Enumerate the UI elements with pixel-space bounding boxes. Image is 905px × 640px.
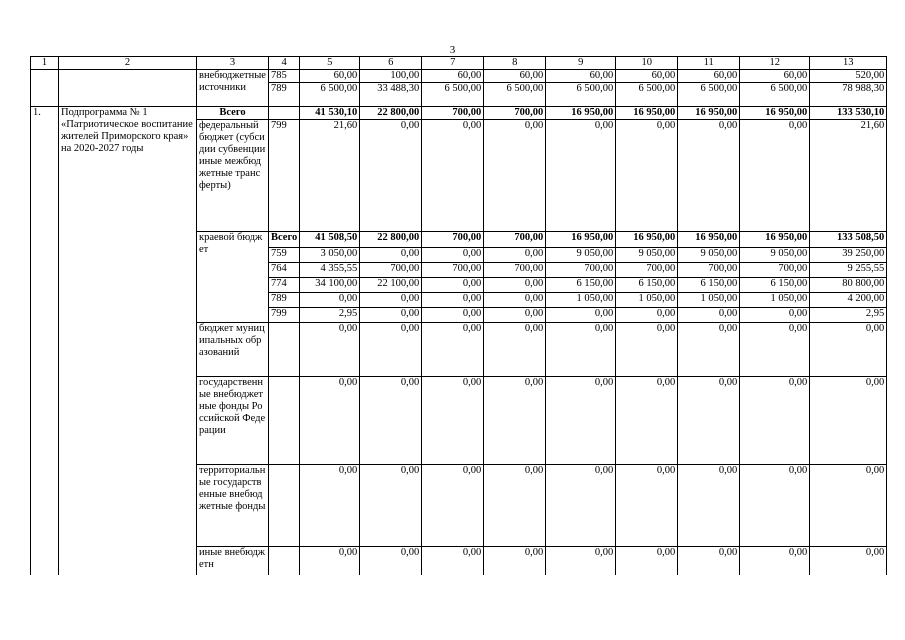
value-cell: 2,95 (300, 308, 360, 323)
value-cell: 0,00 (360, 293, 422, 308)
value-cell: 1 050,00 (616, 293, 678, 308)
value-cell: 0,00 (422, 323, 484, 377)
code-cell: 799 (269, 308, 300, 323)
value-cell: 60,00 (484, 70, 546, 83)
header-cell: 3 (197, 57, 269, 70)
value-cell: 34 100,00 (300, 278, 360, 293)
value-cell: 0,00 (678, 308, 740, 323)
value-cell: 60,00 (740, 70, 810, 83)
value-cell: 0,00 (360, 248, 422, 263)
value-cell: 0,00 (810, 547, 887, 575)
value-cell: 60,00 (616, 70, 678, 83)
value-cell: 0,00 (360, 547, 422, 575)
program-number: 1. (31, 107, 59, 575)
value-cell: 0,00 (546, 465, 616, 547)
value-cell: 133 530,10 (810, 107, 887, 120)
value-cell: 0,00 (360, 120, 422, 232)
value-cell: 0,00 (740, 308, 810, 323)
source-label: федеральный бюджет (субсидии субвенции иные межбюджетные трансферты) (197, 120, 269, 232)
value-cell: 9 050,00 (546, 248, 616, 263)
value-cell: 700,00 (360, 263, 422, 278)
value-cell: 0,00 (422, 120, 484, 232)
source-label: иные внебюджетн (197, 547, 269, 575)
value-cell: 4 200,00 (810, 293, 887, 308)
total-label: Всего (197, 107, 269, 120)
value-cell: 16 950,00 (616, 107, 678, 120)
value-cell: 0,00 (616, 465, 678, 547)
value-cell: 0,00 (484, 293, 546, 308)
value-cell: 700,00 (422, 263, 484, 278)
value-cell: 16 950,00 (546, 232, 616, 248)
value-cell: 0,00 (422, 278, 484, 293)
value-cell: 700,00 (740, 263, 810, 278)
value-cell: 21,60 (300, 120, 360, 232)
empty-cell (269, 323, 300, 377)
code-cell: 789 (269, 83, 300, 107)
value-cell: 80 800,00 (810, 278, 887, 293)
value-cell: 0,00 (300, 465, 360, 547)
source-label: территориальные государственные внебюджетные фонды (197, 465, 269, 547)
program-title: Подпрограмма № 1 «Патриотическое воспитание жителей Приморского края» на 2020-2027 годы (59, 107, 197, 575)
value-cell: 6 500,00 (740, 83, 810, 107)
code-cell: 785 (269, 70, 300, 83)
code-cell: 764 (269, 263, 300, 278)
value-cell: 22 100,00 (360, 278, 422, 293)
program-total-row (31, 107, 887, 120)
value-cell: 0,00 (360, 323, 422, 377)
empty-cell (59, 70, 197, 107)
header-cell: 5 (300, 57, 360, 70)
value-cell: 0,00 (678, 547, 740, 575)
value-cell: 0,00 (546, 120, 616, 232)
header-cell: 9 (546, 57, 616, 70)
value-cell: 21,60 (810, 120, 887, 232)
value-cell: 0,00 (422, 547, 484, 575)
header-cell: 12 (740, 57, 810, 70)
value-cell: 0,00 (616, 308, 678, 323)
header-cell: 4 (269, 57, 300, 70)
value-cell: 0,00 (422, 308, 484, 323)
value-cell: 0,00 (484, 323, 546, 377)
header-cell: 2 (59, 57, 197, 70)
value-cell: 0,00 (300, 547, 360, 575)
value-cell: 0,00 (360, 377, 422, 465)
header-cell: 8 (484, 57, 546, 70)
source-label: краевой бюджет (197, 232, 269, 323)
empty-cell (31, 70, 59, 107)
value-cell: 3 050,00 (300, 248, 360, 263)
value-cell: 6 150,00 (678, 278, 740, 293)
value-cell: 6 500,00 (678, 83, 740, 107)
value-cell: 0,00 (740, 377, 810, 465)
value-cell: 0,00 (546, 308, 616, 323)
value-cell: 41 530,10 (300, 107, 360, 120)
value-cell: 700,00 (422, 232, 484, 248)
value-cell: 60,00 (546, 70, 616, 83)
header-cell: 7 (422, 57, 484, 70)
value-cell: 0,00 (484, 377, 546, 465)
header-cell: 6 (360, 57, 422, 70)
value-cell: 60,00 (300, 70, 360, 83)
source-label: государственные внебюджетные фонды Российской Федерации (197, 377, 269, 465)
page-number: 3 (449, 44, 456, 56)
source-label: внебюджетные источники (197, 70, 269, 107)
value-cell: 0,00 (422, 248, 484, 263)
value-cell: 0,00 (810, 465, 887, 547)
value-cell: 6 500,00 (300, 83, 360, 107)
value-cell: 0,00 (546, 323, 616, 377)
value-cell: 0,00 (740, 120, 810, 232)
header-cell: 1 (31, 57, 59, 70)
value-cell: 41 508,50 (300, 232, 360, 248)
value-cell: 700,00 (422, 107, 484, 120)
value-cell: 700,00 (484, 232, 546, 248)
value-cell: 6 500,00 (546, 83, 616, 107)
value-cell: 700,00 (678, 263, 740, 278)
value-cell: 16 950,00 (616, 232, 678, 248)
value-cell: 0,00 (740, 465, 810, 547)
value-cell: 22 800,00 (360, 232, 422, 248)
value-cell: 33 488,30 (360, 83, 422, 107)
value-cell: 0,00 (300, 377, 360, 465)
budget-table (30, 56, 887, 575)
value-cell: 16 950,00 (678, 232, 740, 248)
source-label: бюджет муниципальных образований (197, 323, 269, 377)
value-cell: 700,00 (484, 263, 546, 278)
value-cell: 6 500,00 (422, 83, 484, 107)
value-cell: 700,00 (616, 263, 678, 278)
header-cell: 11 (678, 57, 740, 70)
value-cell: 0,00 (678, 323, 740, 377)
value-cell: 700,00 (484, 107, 546, 120)
value-cell: 9 050,00 (616, 248, 678, 263)
value-cell: 0,00 (422, 465, 484, 547)
code-cell: 789 (269, 293, 300, 308)
empty-cell (269, 547, 300, 575)
value-cell: 133 508,50 (810, 232, 887, 248)
value-cell: 0,00 (360, 465, 422, 547)
empty-cell (269, 107, 300, 120)
value-cell: 0,00 (616, 547, 678, 575)
value-cell: 0,00 (422, 293, 484, 308)
empty-cell (269, 465, 300, 547)
value-cell: 100,00 (360, 70, 422, 83)
value-cell: 39 250,00 (810, 248, 887, 263)
value-cell: 0,00 (484, 547, 546, 575)
value-cell: 22 800,00 (360, 107, 422, 120)
value-cell: 0,00 (740, 323, 810, 377)
value-cell: 0,00 (300, 323, 360, 377)
value-cell: 16 950,00 (740, 107, 810, 120)
value-cell: 0,00 (678, 120, 740, 232)
value-cell: 16 950,00 (740, 232, 810, 248)
table-row (31, 70, 887, 83)
value-cell: 9 050,00 (678, 248, 740, 263)
value-cell: 0,00 (616, 377, 678, 465)
value-cell: 0,00 (810, 377, 887, 465)
value-cell: 0,00 (740, 547, 810, 575)
value-cell: 520,00 (810, 70, 887, 83)
value-cell: 16 950,00 (546, 107, 616, 120)
header-cell: 10 (616, 57, 678, 70)
value-cell: 0,00 (616, 323, 678, 377)
value-cell: 9 050,00 (740, 248, 810, 263)
value-cell: 6 150,00 (740, 278, 810, 293)
value-cell: 0,00 (300, 293, 360, 308)
value-cell: 2,95 (810, 308, 887, 323)
value-cell: 0,00 (678, 465, 740, 547)
value-cell: 16 950,00 (678, 107, 740, 120)
value-cell: 60,00 (678, 70, 740, 83)
code-cell: 774 (269, 278, 300, 293)
value-cell: 0,00 (484, 465, 546, 547)
value-cell: 0,00 (810, 323, 887, 377)
value-cell: 60,00 (422, 70, 484, 83)
value-cell: 0,00 (546, 547, 616, 575)
value-cell: 1 050,00 (546, 293, 616, 308)
value-cell: 6 500,00 (616, 83, 678, 107)
value-cell: 6 500,00 (484, 83, 546, 107)
value-cell: 0,00 (484, 248, 546, 263)
value-cell: 0,00 (360, 308, 422, 323)
value-cell: 9 255,55 (810, 263, 887, 278)
value-cell: 6 150,00 (546, 278, 616, 293)
value-cell: 0,00 (546, 377, 616, 465)
value-cell: 6 150,00 (616, 278, 678, 293)
value-cell: 0,00 (484, 278, 546, 293)
value-cell: 0,00 (422, 377, 484, 465)
header-cell: 13 (810, 57, 887, 70)
value-cell: 4 355,55 (300, 263, 360, 278)
value-cell: 1 050,00 (678, 293, 740, 308)
value-cell: 700,00 (546, 263, 616, 278)
value-cell: 0,00 (616, 120, 678, 232)
value-cell: 0,00 (678, 377, 740, 465)
header-row (31, 57, 887, 70)
value-cell: 1 050,00 (740, 293, 810, 308)
value-cell: 0,00 (484, 308, 546, 323)
code-cell: 759 (269, 248, 300, 263)
total-label: Всего (269, 232, 300, 248)
value-cell: 0,00 (484, 120, 546, 232)
empty-cell (269, 377, 300, 465)
value-cell: 78 988,30 (810, 83, 887, 107)
code-cell: 799 (269, 120, 300, 232)
